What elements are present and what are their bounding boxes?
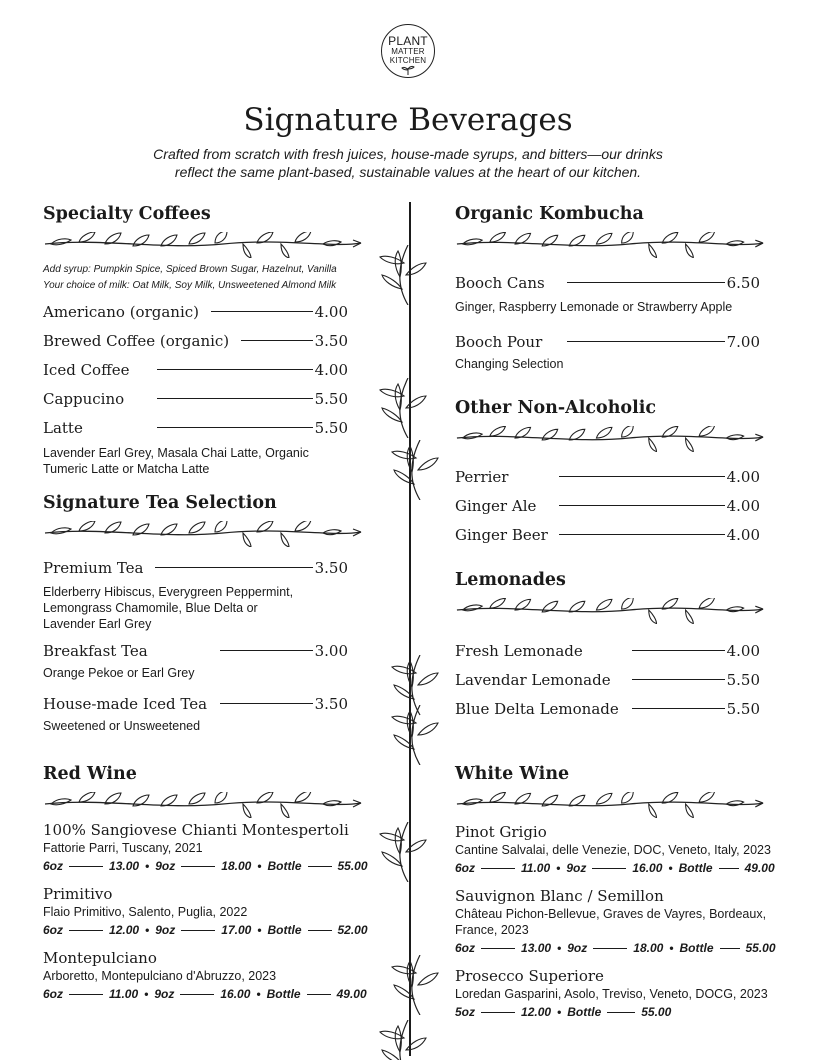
price: 13.00 — [521, 941, 552, 955]
item-name: Cappucino — [43, 389, 125, 408]
item-price: 5.50 — [726, 670, 760, 689]
leader-line — [559, 534, 725, 535]
separator-dot: • — [557, 1005, 562, 1019]
wine-desc: Flaio Primitivo, Salento, Puglia, 2022 — [43, 905, 248, 919]
wine-prices — [455, 938, 800, 958]
size-label: Bottle — [567, 1005, 602, 1019]
iced-tea-desc: Sweetened or Unsweetened — [43, 719, 201, 733]
branch-icon — [368, 245, 448, 305]
size-label: 6oz — [455, 941, 476, 955]
wine-desc-2: France, 2023 — [455, 923, 529, 937]
price: 11.00 — [521, 861, 551, 875]
item-name: Premium Tea — [43, 558, 144, 577]
booch-cans-desc: Ginger, Raspberry Lemonade or Strawberry Apple — [455, 300, 733, 314]
item-price: 6.50 — [726, 273, 760, 292]
leader-line — [157, 427, 313, 428]
price: 18.00 — [221, 859, 252, 873]
price: 49.00 — [744, 861, 775, 875]
menu-item — [43, 689, 348, 718]
item-price: 5.50 — [314, 418, 348, 437]
menu-item — [455, 491, 760, 520]
leader-line — [69, 866, 103, 867]
size-label: 9oz — [566, 861, 587, 875]
separator-dot: • — [557, 941, 562, 955]
milk-note: Your choice of milk: Oat Milk, Soy Milk, Unsweetened Almond Milk — [43, 280, 337, 291]
price: 49.00 — [336, 987, 367, 1001]
item-name: Iced Coffee — [43, 360, 130, 379]
item-name: House-made Iced Tea — [43, 694, 208, 713]
logo-line-1: PLANT — [388, 34, 428, 48]
item-name: Blue Delta Lemonade — [455, 699, 619, 718]
wine-name: Pinot Grigio — [455, 823, 547, 841]
leader-line — [559, 505, 725, 506]
branch-icon — [380, 955, 460, 1015]
menu-item — [43, 355, 348, 384]
leader-line — [559, 476, 725, 477]
branch-icon — [380, 440, 460, 500]
premium-tea-desc-2: Lemongrass Chamomile, Blue Delta or — [43, 601, 258, 615]
separator-dot: • — [257, 923, 262, 937]
syrup-note: Add syrup: Pumpkin Spice, Spiced Brown Sugar, Hazelnut, Vanilla — [43, 264, 337, 275]
wine-name: 100% Sangiovese Chianti Montespertoli — [43, 821, 349, 839]
item-price: 4.00 — [314, 302, 348, 321]
vine-divider-icon — [43, 232, 363, 258]
size-label: 6oz — [455, 861, 476, 875]
branch-icon — [380, 705, 460, 765]
item-price: 5.50 — [726, 699, 760, 718]
item-price: 3.00 — [314, 641, 348, 660]
price: 16.00 — [220, 987, 251, 1001]
leader-line — [69, 994, 103, 995]
section-kombucha — [455, 204, 765, 372]
leader-line — [157, 369, 313, 370]
section-signature-tea — [43, 493, 365, 734]
menu-item — [43, 384, 348, 413]
menu-item — [43, 553, 348, 582]
size-label: 9oz — [155, 923, 176, 937]
section-white-wine — [455, 764, 800, 1022]
wine-name: Sauvignon Blanc / Semillon — [455, 887, 664, 905]
price: 52.00 — [337, 923, 368, 937]
section-lemonades — [455, 570, 765, 723]
leader-line — [632, 650, 725, 651]
subtitle-line-2: reflect the same plant-based, sustainable values at the heart of our kitchen. — [174, 164, 642, 180]
logo-line-3: KITCHEN — [389, 56, 427, 65]
price: 18.00 — [633, 941, 664, 955]
leader-line — [211, 311, 313, 312]
price: 13.00 — [109, 859, 140, 873]
leader-line — [307, 994, 331, 995]
size-label: 9oz — [155, 859, 176, 873]
wine-prices — [455, 858, 800, 878]
item-price: 3.50 — [314, 558, 348, 577]
sprout-icon — [401, 65, 415, 75]
wine-prices — [43, 984, 388, 1004]
booch-pour-desc: Changing Selection — [455, 357, 564, 371]
leader-line — [481, 868, 515, 869]
price: 17.00 — [221, 923, 252, 937]
latte-desc-2: Tumeric Latte or Matcha Latte — [43, 462, 210, 476]
item-name: Latte — [43, 418, 83, 437]
vine-divider-icon — [455, 426, 765, 452]
separator-dot: • — [256, 987, 261, 1001]
section-title: White Wine — [455, 764, 570, 784]
size-label: 9oz — [154, 987, 175, 1001]
price: 11.00 — [109, 987, 139, 1001]
menu-item — [455, 268, 760, 297]
menu-item — [43, 636, 348, 665]
separator-dot: • — [257, 859, 262, 873]
menu-item — [455, 665, 760, 694]
item-name: Americano (organic) — [43, 302, 200, 321]
separator-dot: • — [144, 987, 149, 1001]
leader-line — [69, 930, 103, 931]
section-title: Red Wine — [43, 764, 137, 784]
leader-line — [607, 1012, 635, 1013]
item-price: 3.50 — [314, 331, 348, 350]
size-label: Bottle — [267, 859, 302, 873]
wine-desc: Fattorie Parri, Tuscany, 2021 — [43, 841, 203, 855]
vine-divider-icon — [455, 792, 765, 818]
size-label: 5oz — [455, 1005, 476, 1019]
branch-icon — [368, 378, 448, 438]
price: 12.00 — [521, 1005, 552, 1019]
leader-line — [308, 930, 332, 931]
price: 16.00 — [632, 861, 663, 875]
vine-divider-icon — [455, 232, 765, 258]
price: 12.00 — [109, 923, 140, 937]
price: 55.00 — [745, 941, 776, 955]
page-subtitle — [120, 145, 696, 181]
section-title: Other Non-Alcoholic — [455, 398, 657, 418]
separator-dot: • — [145, 859, 150, 873]
branch-icon — [368, 1020, 448, 1060]
item-price: 4.00 — [726, 467, 760, 486]
page-title: Signature Beverages — [243, 102, 573, 138]
vine-divider-icon — [43, 792, 363, 818]
vine-divider-icon — [43, 521, 363, 547]
size-label: Bottle — [678, 861, 713, 875]
item-price: 4.00 — [726, 525, 760, 544]
leader-line — [632, 679, 725, 680]
leader-line — [220, 650, 313, 651]
leader-line — [180, 994, 214, 995]
size-label: Bottle — [679, 941, 714, 955]
menu-item — [455, 462, 760, 491]
wine-desc-1: Château Pichon-Bellevue, Graves de Vayres, Bordeaux, — [455, 907, 767, 921]
menu-item — [455, 694, 760, 723]
item-name: Ginger Beer — [455, 525, 548, 544]
section-title: Lemonades — [455, 570, 566, 590]
wine-desc: Cantine Salvalai, delle Venezie, DOC, Veneto, Italy, 2023 — [455, 843, 771, 857]
price: 55.00 — [337, 859, 368, 873]
logo-line-2: MATTER — [391, 47, 425, 56]
menu-item — [455, 636, 760, 665]
item-name: Ginger Ale — [455, 496, 537, 515]
separator-dot: • — [556, 861, 561, 875]
item-name: Lavendar Lemonade — [455, 670, 611, 689]
wine-prices — [455, 1002, 800, 1022]
brand-logo — [381, 24, 435, 78]
section-title: Specialty Coffees — [43, 204, 211, 224]
item-name: Booch Pour — [455, 332, 543, 351]
item-name: Perrier — [455, 467, 509, 486]
size-label: 6oz — [43, 987, 64, 1001]
leader-line — [241, 340, 312, 341]
size-label: 6oz — [43, 923, 64, 937]
menu-item — [455, 520, 760, 549]
leader-line — [481, 1012, 515, 1013]
breakfast-tea-desc: Orange Pekoe or Earl Grey — [43, 666, 195, 680]
center-divider — [409, 202, 411, 1056]
section-specialty-coffees — [43, 204, 365, 477]
wine-prices — [43, 856, 388, 876]
section-non-alcoholic — [455, 398, 765, 549]
leader-line — [632, 708, 725, 709]
wine-prices — [43, 920, 388, 940]
item-name: Brewed Coffee (organic) — [43, 331, 230, 350]
leader-line — [720, 948, 740, 949]
leader-line — [592, 868, 626, 869]
size-label: 6oz — [43, 859, 64, 873]
premium-tea-desc-3: Lavender Earl Grey — [43, 617, 152, 631]
leader-line — [719, 868, 739, 869]
wine-desc: Arboretto, Montepulciano d'Abruzzo, 2023 — [43, 969, 277, 983]
menu-item — [43, 297, 348, 326]
leader-line — [181, 930, 215, 931]
section-red-wine — [43, 764, 388, 1004]
leader-line — [567, 282, 725, 283]
item-price: 5.50 — [314, 389, 348, 408]
item-price: 4.00 — [726, 641, 760, 660]
item-price: 3.50 — [314, 694, 348, 713]
leader-line — [567, 341, 725, 342]
item-price: 4.00 — [314, 360, 348, 379]
leader-line — [308, 866, 332, 867]
subtitle-line-1: Crafted from scratch with fresh juices, house-made syrups, and bitters—our drinks — [153, 146, 663, 162]
leader-line — [481, 948, 515, 949]
leader-line — [155, 567, 312, 568]
wine-desc: Loredan Gasparini, Asolo, Treviso, Veneto, DOCG, 2023 — [455, 987, 768, 1001]
item-name: Breakfast Tea — [43, 641, 148, 660]
item-name: Booch Cans — [455, 273, 545, 292]
size-label: 9oz — [567, 941, 588, 955]
separator-dot: • — [668, 861, 673, 875]
wine-name: Montepulciano — [43, 949, 157, 967]
size-label: Bottle — [266, 987, 301, 1001]
leader-line — [593, 948, 627, 949]
vine-divider-icon — [455, 598, 765, 624]
latte-desc-1: Lavender Earl Grey, Masala Chai Latte, Organic — [43, 446, 309, 460]
wine-name: Prosecco Superiore — [455, 967, 604, 985]
item-name: Fresh Lemonade — [455, 641, 583, 660]
leader-line — [220, 703, 313, 704]
menu-item — [43, 326, 348, 355]
separator-dot: • — [145, 923, 150, 937]
item-price: 4.00 — [726, 496, 760, 515]
menu-item — [43, 413, 348, 442]
leader-line — [181, 866, 215, 867]
size-label: Bottle — [267, 923, 302, 937]
section-title: Organic Kombucha — [455, 204, 644, 224]
menu-item — [455, 327, 760, 356]
separator-dot: • — [669, 941, 674, 955]
section-title: Signature Tea Selection — [43, 493, 277, 513]
price: 55.00 — [641, 1005, 672, 1019]
wine-name: Primitivo — [43, 885, 113, 903]
premium-tea-desc-1: Elderberry Hibiscus, Everygreen Peppermint, — [43, 585, 294, 599]
leader-line — [157, 398, 313, 399]
item-price: 7.00 — [726, 332, 760, 351]
